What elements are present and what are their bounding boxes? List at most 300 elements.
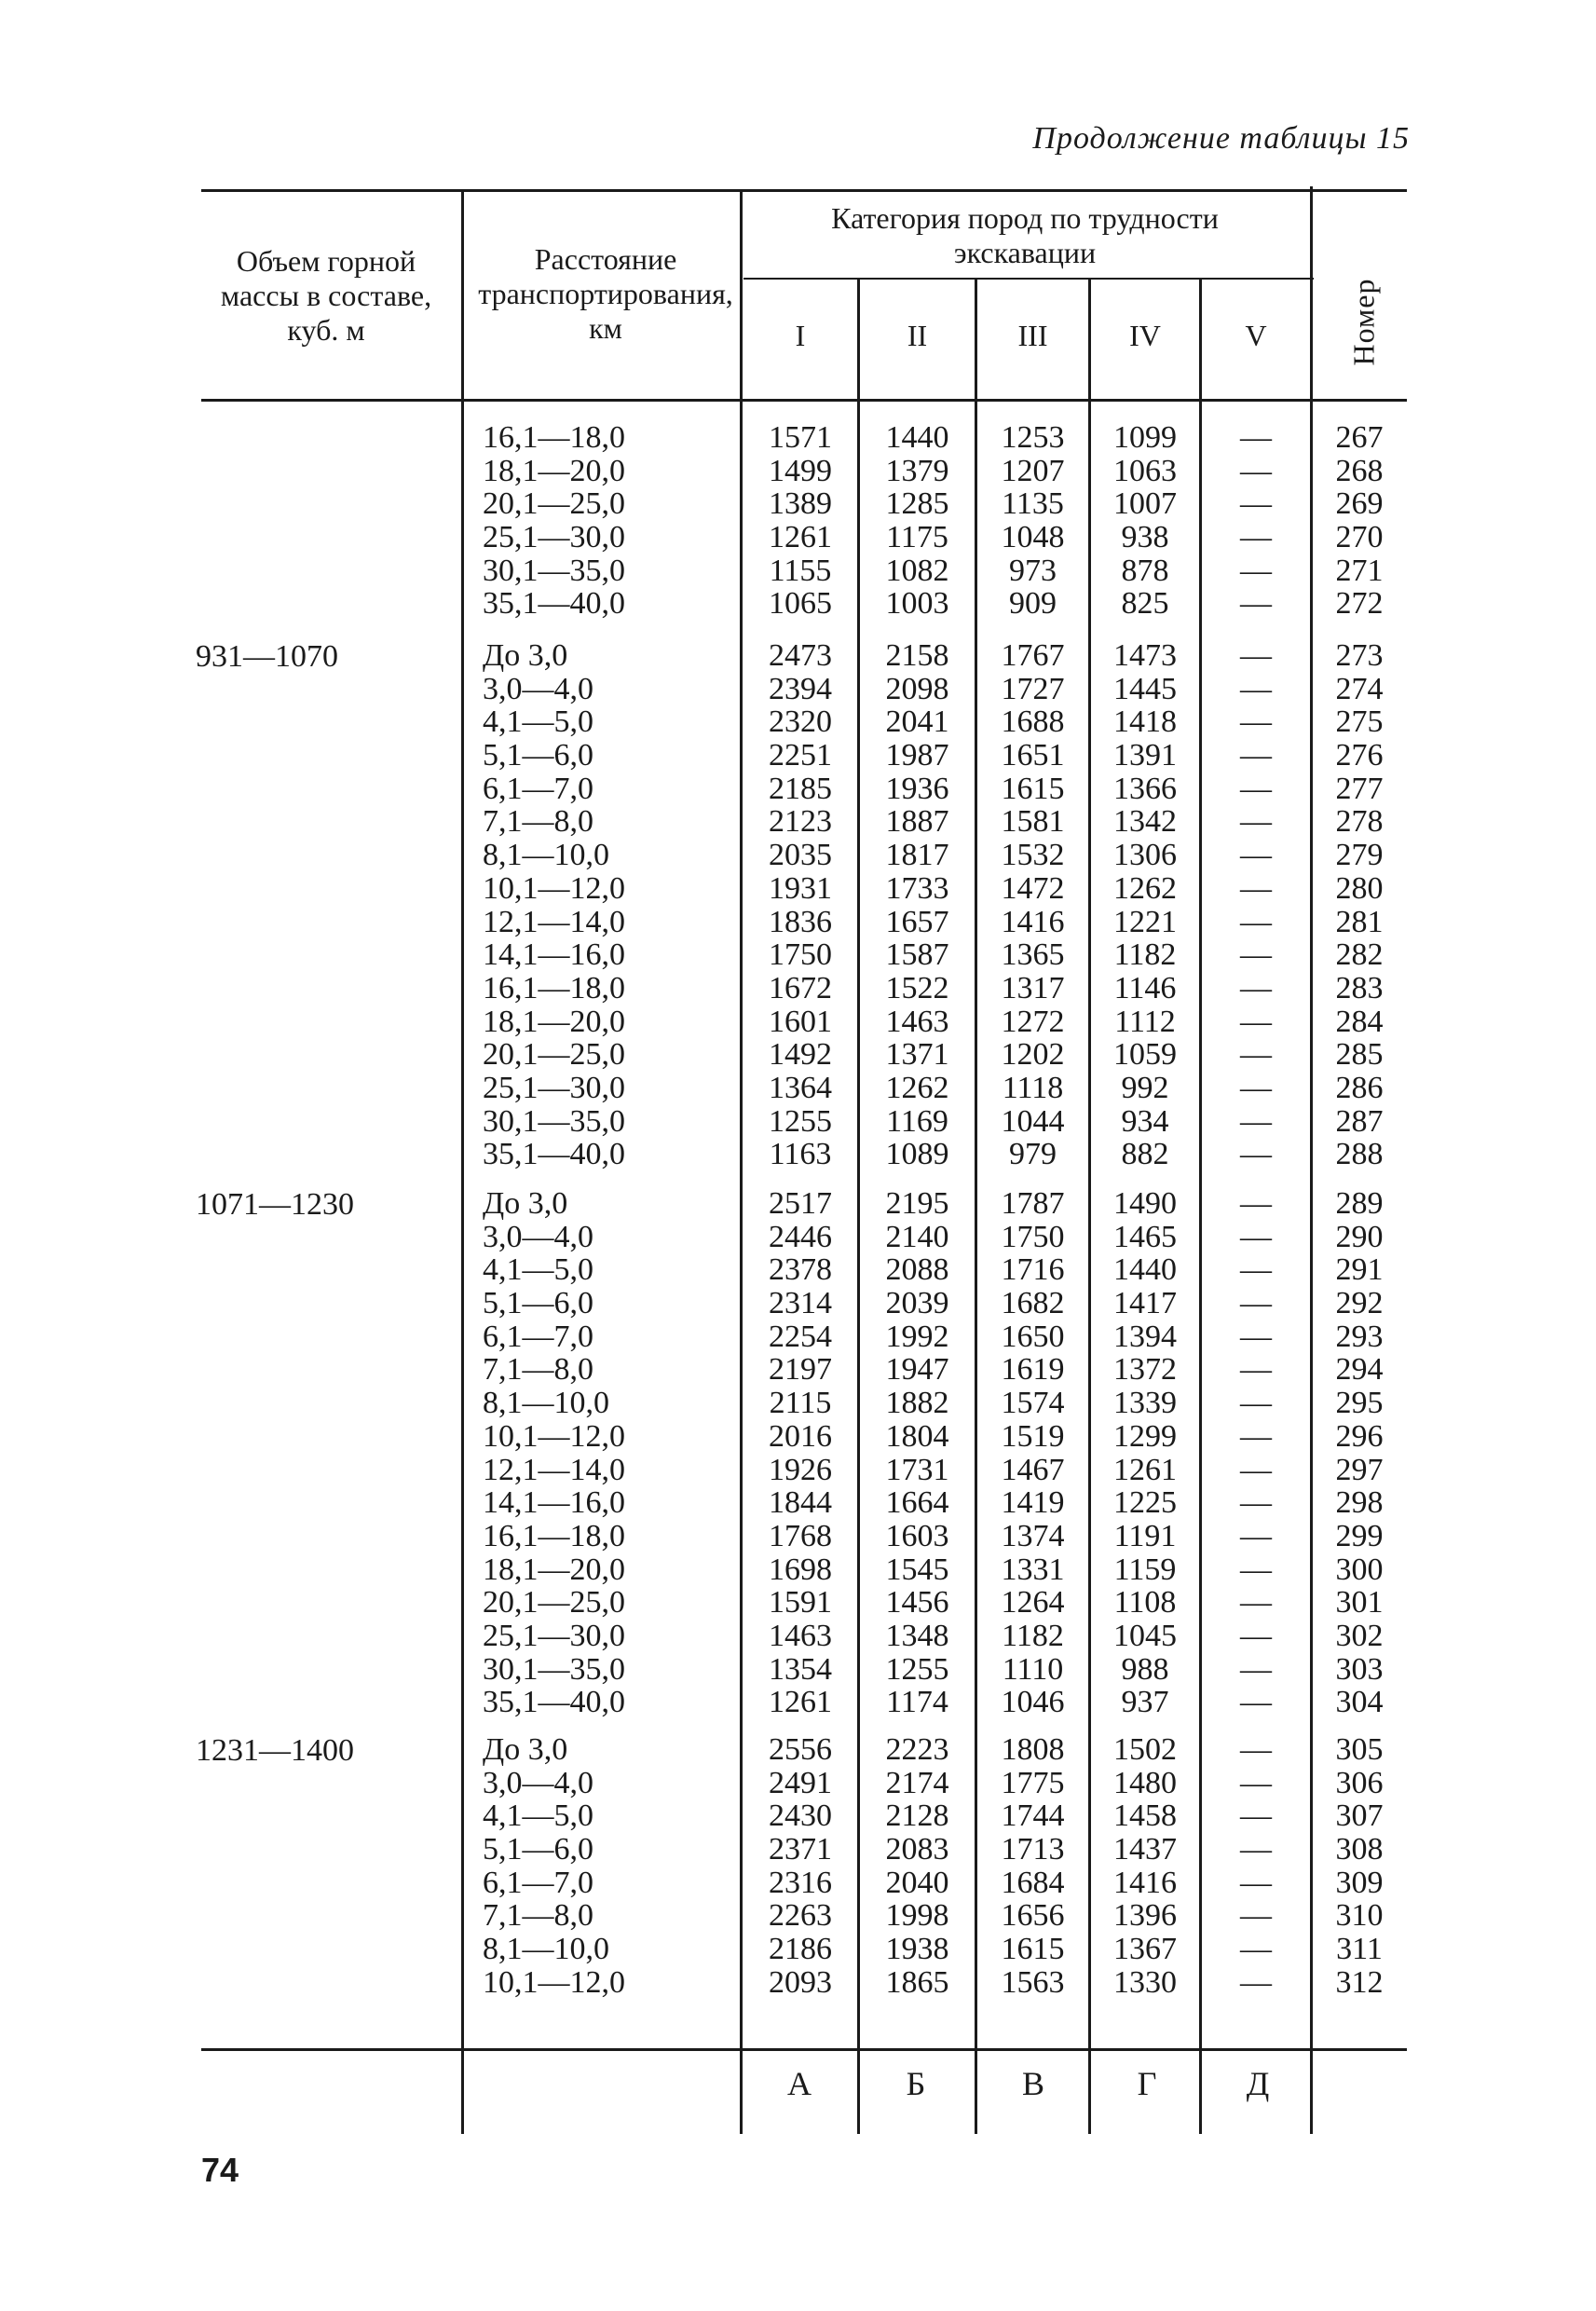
value-cell: 1225 [1113, 1485, 1177, 1521]
value-cell: 1044 [1001, 1103, 1065, 1139]
value-cell: 2083 [885, 1832, 949, 1867]
value-cell: 1532 [1001, 838, 1065, 873]
value-cell: 938 [1121, 520, 1169, 555]
row-number: 312 [1335, 1964, 1384, 2000]
cat-3-values [977, 1187, 1088, 1719]
value-cell: 1926 [769, 1452, 832, 1487]
row-number-values [1313, 639, 1406, 1171]
value-cell: 1159 [1113, 1552, 1177, 1587]
value-cell: 2093 [769, 1964, 832, 2000]
volume-label: 931—1070 [196, 639, 338, 674]
header-cat-1: I [795, 318, 806, 352]
distance-cell: До 3,0 [483, 638, 568, 673]
footer-letter-g: Г [1137, 2065, 1157, 2102]
value-cell: 1817 [885, 838, 949, 873]
value-cell: — [1240, 738, 1272, 773]
distance-cell: 10,1—12,0 [483, 870, 625, 906]
value-cell: — [1240, 1932, 1272, 1967]
value-cell: 1306 [1113, 838, 1177, 873]
row-number: 277 [1335, 771, 1384, 806]
value-cell: — [1240, 520, 1272, 555]
value-cell: 1391 [1113, 738, 1177, 773]
value-cell: 1372 [1113, 1352, 1177, 1388]
value-cell: 1938 [885, 1932, 949, 1967]
value-cell: 1502 [1113, 1732, 1177, 1767]
value-cell: 2041 [885, 704, 949, 740]
value-cell: 1331 [1001, 1552, 1065, 1587]
distance-cell: 30,1—35,0 [483, 553, 625, 588]
distance-list [483, 1733, 734, 2000]
value-cell: 2123 [769, 804, 832, 840]
row-number: 278 [1335, 804, 1384, 840]
distance-cell: 18,1—20,0 [483, 453, 625, 488]
cat-5-values [1202, 421, 1310, 621]
distance-cell: 20,1—25,0 [483, 1037, 625, 1073]
distance-cell: До 3,0 [483, 1732, 568, 1767]
value-cell: 1221 [1113, 904, 1177, 939]
distance-cell: 10,1—12,0 [483, 1418, 625, 1454]
distance-cell: 18,1—20,0 [483, 1004, 625, 1039]
row-number: 305 [1335, 1732, 1384, 1767]
row-number: 298 [1335, 1485, 1384, 1521]
distance-list [483, 1187, 734, 1719]
value-cell: 1367 [1113, 1932, 1177, 1967]
value-cell: 1416 [1001, 904, 1065, 939]
value-cell: 2263 [769, 1898, 832, 1934]
value-cell: 2394 [769, 671, 832, 706]
value-cell: 1657 [885, 904, 949, 939]
value-cell: 1207 [1001, 453, 1065, 488]
value-cell: — [1240, 1252, 1272, 1288]
value-cell: 1844 [769, 1485, 832, 1521]
value-cell: 1365 [1001, 937, 1065, 973]
value-cell: — [1240, 1219, 1272, 1254]
value-cell: 1108 [1113, 1585, 1177, 1620]
value-cell: 909 [1009, 586, 1057, 622]
value-cell: 1727 [1001, 671, 1065, 706]
distance-cell: 10,1—12,0 [483, 1964, 625, 2000]
value-cell: 1472 [1001, 870, 1065, 906]
volume-label: 1071—1230 [196, 1187, 354, 1222]
row-number: 300 [1335, 1552, 1384, 1587]
value-cell: 1615 [1001, 771, 1065, 806]
value-cell: 1684 [1001, 1865, 1065, 1900]
value-cell: — [1240, 937, 1272, 973]
value-cell: 2223 [885, 1732, 949, 1767]
value-cell: 2314 [769, 1286, 832, 1321]
row-number: 304 [1335, 1685, 1384, 1720]
distance-cell: 16,1—18,0 [483, 1518, 625, 1553]
distance-cell: 7,1—8,0 [483, 804, 593, 840]
value-cell: 1587 [885, 937, 949, 973]
header-cat-2: II [907, 318, 928, 352]
row-number: 281 [1335, 904, 1384, 939]
value-cell: 1545 [885, 1552, 949, 1587]
value-cell: 1342 [1113, 804, 1177, 840]
value-cell: 1330 [1113, 1964, 1177, 2000]
distance-cell: 7,1—8,0 [483, 1352, 593, 1388]
value-cell: 1865 [885, 1964, 949, 2000]
value-cell: 2197 [769, 1352, 832, 1388]
row-number: 267 [1335, 420, 1384, 455]
value-cell: 979 [1009, 1137, 1057, 1172]
value-cell: 1716 [1001, 1252, 1065, 1288]
row-number: 271 [1335, 553, 1384, 588]
value-cell: 1317 [1001, 970, 1065, 1005]
footer-letter-a: А [787, 2065, 812, 2102]
row-number: 279 [1335, 838, 1384, 873]
distance-cell: 12,1—14,0 [483, 904, 625, 939]
value-cell: 1522 [885, 970, 949, 1005]
distance-cell: 25,1—30,0 [483, 520, 625, 555]
value-cell: 2517 [769, 1186, 832, 1221]
value-cell: — [1240, 1004, 1272, 1039]
value-cell: 1112 [1114, 1004, 1176, 1039]
row-number: 272 [1335, 586, 1384, 622]
value-cell: 1389 [769, 486, 832, 522]
value-cell: 973 [1009, 553, 1057, 588]
value-cell: 1089 [885, 1137, 949, 1172]
value-cell: 1947 [885, 1352, 949, 1388]
value-cell: 2430 [769, 1798, 832, 1834]
distance-cell: 3,0—4,0 [483, 671, 593, 706]
value-cell: — [1240, 870, 1272, 906]
value-cell: 1804 [885, 1418, 949, 1454]
row-number: 307 [1335, 1798, 1384, 1834]
value-cell: — [1240, 1286, 1272, 1321]
cat-1-values [743, 421, 857, 621]
value-cell: 2371 [769, 1832, 832, 1867]
value-cell: 2556 [769, 1732, 832, 1767]
value-cell: 2039 [885, 1286, 949, 1321]
value-cell: 1255 [885, 1651, 949, 1687]
value-cell: 1768 [769, 1518, 832, 1553]
value-cell: 1182 [1113, 937, 1177, 973]
value-cell: 1379 [885, 453, 949, 488]
value-cell: — [1240, 1685, 1272, 1720]
value-cell: 1175 [886, 520, 948, 555]
value-cell: 1463 [769, 1618, 832, 1653]
value-cell: 1458 [1113, 1798, 1177, 1834]
value-cell: 1682 [1001, 1286, 1065, 1321]
value-cell: 1499 [769, 453, 832, 488]
value-cell: 2254 [769, 1319, 832, 1354]
header-cat-3: III [1017, 318, 1048, 352]
value-cell: — [1240, 970, 1272, 1005]
value-cell: 2378 [769, 1252, 832, 1288]
value-cell: 882 [1121, 1137, 1169, 1172]
row-number: 297 [1335, 1452, 1384, 1487]
row-number: 294 [1335, 1352, 1384, 1388]
row-number: 296 [1335, 1418, 1384, 1454]
value-cell: 1750 [1001, 1219, 1065, 1254]
cat-3-values [977, 1733, 1088, 2000]
row-number: 274 [1335, 671, 1384, 706]
value-cell: 2473 [769, 638, 832, 673]
footer-letter-v: В [1021, 2065, 1044, 2102]
cat-1-values [743, 1733, 857, 2000]
row-number: 310 [1335, 1898, 1384, 1934]
value-cell: 1733 [885, 870, 949, 906]
footer-letter-d: Д [1246, 2065, 1270, 2102]
value-cell: 937 [1121, 1685, 1169, 1720]
row-number: 285 [1335, 1037, 1384, 1073]
row-number-values [1313, 421, 1406, 621]
distance-cell: 16,1—18,0 [483, 970, 625, 1005]
cat-4-values [1091, 639, 1199, 1171]
value-cell: — [1240, 1585, 1272, 1620]
value-cell: 1135 [1002, 486, 1064, 522]
distance-cell: 6,1—7,0 [483, 771, 593, 806]
distance-cell: 8,1—10,0 [483, 838, 609, 873]
value-cell: — [1240, 1518, 1272, 1553]
value-cell: — [1240, 1618, 1272, 1653]
distance-cell: До 3,0 [483, 1186, 568, 1221]
value-cell: 1750 [769, 937, 832, 973]
page-number: 74 [201, 2151, 239, 2189]
value-cell: 1419 [1001, 1485, 1065, 1521]
vrule-2 [740, 192, 743, 2134]
value-cell: — [1240, 904, 1272, 939]
row-number: 293 [1335, 1319, 1384, 1354]
value-cell: 1519 [1001, 1418, 1065, 1454]
row-number: 303 [1335, 1651, 1384, 1687]
row-number: 269 [1335, 486, 1384, 522]
cat-1-values [743, 639, 857, 1171]
value-cell: — [1240, 1319, 1272, 1354]
distance-cell: 3,0—4,0 [483, 1765, 593, 1800]
value-cell: 992 [1121, 1070, 1169, 1105]
value-cell: — [1240, 1352, 1272, 1388]
value-cell: 1299 [1113, 1418, 1177, 1454]
value-cell: 2316 [769, 1865, 832, 1900]
value-cell: — [1240, 1186, 1272, 1221]
value-cell: 1059 [1113, 1037, 1177, 1073]
row-number: 280 [1335, 870, 1384, 906]
value-cell: 1202 [1001, 1037, 1065, 1073]
value-cell: 1354 [769, 1651, 832, 1687]
distance-cell: 30,1—35,0 [483, 1103, 625, 1139]
row-number: 290 [1335, 1219, 1384, 1254]
value-cell: 2491 [769, 1765, 832, 1800]
value-cell: 2320 [769, 704, 832, 740]
value-cell: 1931 [769, 870, 832, 906]
value-cell: — [1240, 838, 1272, 873]
value-cell: 1591 [769, 1585, 832, 1620]
value-cell: 1396 [1113, 1898, 1177, 1934]
value-cell: 1155 [769, 553, 832, 588]
row-number-values [1313, 1187, 1406, 1719]
value-cell: 1169 [886, 1103, 948, 1139]
rule-category-divider [743, 278, 1314, 280]
value-cell: 1099 [1113, 420, 1177, 455]
value-cell: 825 [1121, 586, 1169, 622]
cat-4-values [1091, 1187, 1199, 1719]
value-cell: 2140 [885, 1219, 949, 1254]
value-cell: 1046 [1001, 1685, 1065, 1720]
row-number: 291 [1335, 1252, 1384, 1288]
value-cell: 1713 [1001, 1832, 1065, 1867]
value-cell: 1191 [1113, 1518, 1177, 1553]
value-cell: 1698 [769, 1552, 832, 1587]
row-number: 306 [1335, 1765, 1384, 1800]
value-cell: 1651 [1001, 738, 1065, 773]
value-cell: 1063 [1113, 453, 1177, 488]
value-cell: 2040 [885, 1865, 949, 1900]
row-number: 309 [1335, 1865, 1384, 1900]
header-category: Категория пород по трудности экскавации [831, 201, 1219, 269]
value-cell: — [1240, 553, 1272, 588]
value-cell: 2446 [769, 1219, 832, 1254]
value-cell: 1836 [769, 904, 832, 939]
cat-1-values [743, 1187, 857, 1719]
distance-cell: 35,1—40,0 [483, 1685, 625, 1720]
value-cell: — [1240, 1765, 1272, 1800]
row-number: 283 [1335, 970, 1384, 1005]
value-cell: 1619 [1001, 1352, 1065, 1388]
value-cell: 2016 [769, 1418, 832, 1454]
value-cell: 1767 [1001, 638, 1065, 673]
value-cell: 1418 [1113, 704, 1177, 740]
distance-cell: 5,1—6,0 [483, 1286, 593, 1321]
value-cell: — [1240, 1103, 1272, 1139]
value-cell: 1473 [1113, 638, 1177, 673]
footer-letter-b: Б [906, 2065, 926, 2102]
value-cell: 1264 [1001, 1585, 1065, 1620]
value-cell: 1366 [1113, 771, 1177, 806]
value-cell: 1656 [1001, 1898, 1065, 1934]
distance-cell: 20,1—25,0 [483, 486, 625, 522]
distance-cell: 4,1—5,0 [483, 1252, 593, 1288]
value-cell: 1146 [1113, 970, 1177, 1005]
value-cell: 1601 [769, 1004, 832, 1039]
value-cell: 1467 [1001, 1452, 1065, 1487]
cat-4-values [1091, 421, 1199, 621]
value-cell: 1374 [1001, 1518, 1065, 1553]
rule-header-bottom [201, 399, 1407, 402]
value-cell: 1339 [1113, 1386, 1177, 1421]
cat-2-values [860, 1733, 975, 2000]
distance-cell: 4,1—5,0 [483, 704, 593, 740]
value-cell: 2128 [885, 1798, 949, 1834]
value-cell: 1007 [1113, 486, 1177, 522]
value-cell: 2185 [769, 771, 832, 806]
value-cell: — [1240, 1651, 1272, 1687]
row-number: 282 [1335, 937, 1384, 973]
row-number: 301 [1335, 1585, 1384, 1620]
value-cell: — [1240, 1070, 1272, 1105]
distance-list [483, 421, 734, 621]
row-number: 308 [1335, 1832, 1384, 1867]
value-cell: 1787 [1001, 1186, 1065, 1221]
distance-cell: 6,1—7,0 [483, 1319, 593, 1354]
header-volume: Объем горной массы в составе, куб. м [220, 243, 432, 347]
header-number: Номер [1346, 278, 1381, 365]
value-cell: 1048 [1001, 520, 1065, 555]
row-number: 273 [1335, 638, 1384, 673]
rule-top [201, 189, 1407, 192]
distance-cell: 16,1—18,0 [483, 420, 625, 455]
value-cell: 1348 [885, 1618, 949, 1653]
row-number: 270 [1335, 520, 1384, 555]
volume-label: 1231—1400 [196, 1733, 354, 1768]
value-cell: 2195 [885, 1186, 949, 1221]
table-caption: Продолжение таблицы 15 [1032, 121, 1410, 156]
value-cell: — [1240, 420, 1272, 455]
value-cell: 2098 [885, 671, 949, 706]
value-cell: 1615 [1001, 1932, 1065, 1967]
value-cell: 1987 [885, 738, 949, 773]
cat-4-values [1091, 1733, 1199, 2000]
cat-3-values [977, 639, 1088, 1171]
distance-cell: 30,1—35,0 [483, 1651, 625, 1687]
value-cell: 1285 [885, 486, 949, 522]
value-cell: 1253 [1001, 420, 1065, 455]
value-cell: 2035 [769, 838, 832, 873]
value-cell: — [1240, 704, 1272, 740]
value-cell: 1936 [885, 771, 949, 806]
distance-cell: 4,1—5,0 [483, 1798, 593, 1834]
distance-cell: 25,1—30,0 [483, 1070, 625, 1105]
distance-cell: 18,1—20,0 [483, 1552, 625, 1587]
value-cell: 1563 [1001, 1964, 1065, 2000]
value-cell: 2088 [885, 1252, 949, 1288]
value-cell: — [1240, 1485, 1272, 1521]
value-cell: 1261 [769, 1685, 832, 1720]
value-cell: — [1240, 771, 1272, 806]
row-number: 302 [1335, 1618, 1384, 1653]
value-cell: — [1240, 1137, 1272, 1172]
value-cell: 1255 [769, 1103, 832, 1139]
value-cell: 1998 [885, 1898, 949, 1934]
cat-5-values [1202, 639, 1310, 1171]
row-number: 284 [1335, 1004, 1384, 1039]
row-number: 311 [1336, 1932, 1383, 1967]
value-cell: 1992 [885, 1319, 949, 1354]
header-distance: Расстояние транспортирования, км [478, 241, 733, 345]
row-number: 288 [1335, 1137, 1384, 1172]
value-cell: — [1240, 586, 1272, 622]
value-cell: — [1240, 1798, 1272, 1834]
value-cell: 934 [1121, 1103, 1169, 1139]
value-cell: — [1240, 638, 1272, 673]
value-cell: 1456 [885, 1585, 949, 1620]
row-number: 287 [1335, 1103, 1384, 1139]
value-cell: 1808 [1001, 1732, 1065, 1767]
value-cell: 1603 [885, 1518, 949, 1553]
value-cell: — [1240, 453, 1272, 488]
header-cat-4: IV [1129, 318, 1161, 352]
value-cell: 1650 [1001, 1319, 1065, 1354]
row-number: 289 [1335, 1186, 1384, 1221]
value-cell: 1394 [1113, 1319, 1177, 1354]
value-cell: 1440 [1113, 1252, 1177, 1288]
value-cell: — [1240, 1832, 1272, 1867]
value-cell: 1664 [885, 1485, 949, 1521]
value-cell: 1775 [1001, 1765, 1065, 1800]
value-cell: — [1240, 1732, 1272, 1767]
value-cell: 1082 [885, 553, 949, 588]
row-number: 299 [1335, 1518, 1384, 1553]
distance-list [483, 639, 734, 1171]
value-cell: 1003 [885, 586, 949, 622]
value-cell: 2158 [885, 638, 949, 673]
cat-2-values [860, 421, 975, 621]
value-cell: 1272 [1001, 1004, 1065, 1039]
value-cell: 1364 [769, 1070, 832, 1105]
value-cell: — [1240, 486, 1272, 522]
row-number: 276 [1335, 738, 1384, 773]
